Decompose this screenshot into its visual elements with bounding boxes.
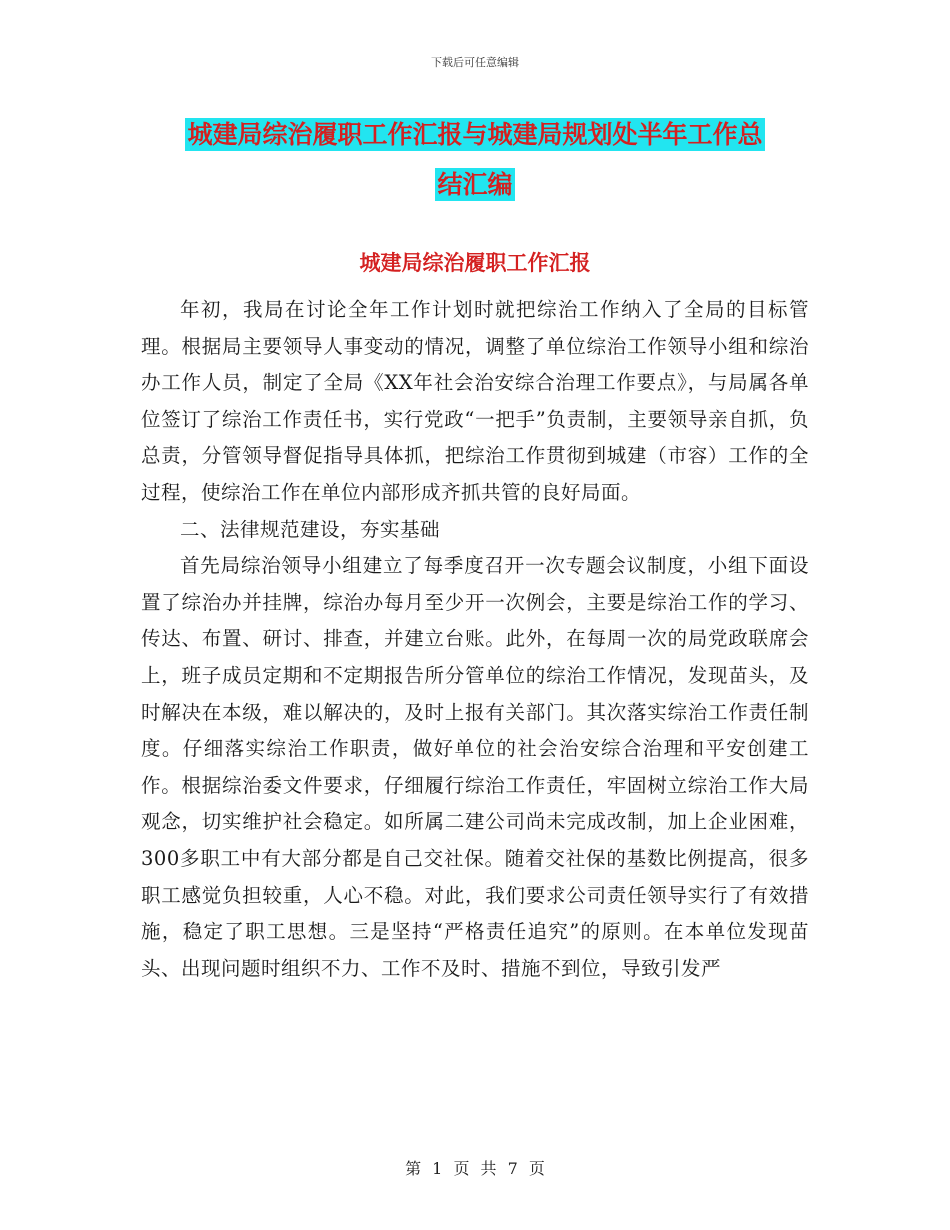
paragraph-heading-2: 二、法律规范建设，夯实基础 [180,517,441,541]
document-title-line-2: 结汇编 [437,170,513,199]
paragraph-measures: 首先局综治领导小组建立了每季度召开一次专题会议制度，小组下面设置了综治办并挂牌，综治办每月至少开一次例会，主要是综治工作的学习、传达、布置、研讨、排查，并建立台账。此外，在每周一次的局党政联席会上，班子成员定期和不定期报告所分管单位的综治工作情况，发现苗头，及时解决在本级，难以解决的，及时上报有关部门。其次落实综治工作责任制度。仔细落实综治工作职责，做好单位的社会治安综合治理和平安创建工作。根据综治委文件要求，仔细履行综治工作责任，牢固树立综治工作大局观念，切实维护社会稳定。如所属二建公司尚未完成改制，加上企业困难，300多职工中有大部分都是自己交社保。随着交社保的基数比例提高，很多职工感觉负担较重，人心不稳。对此，我们要求公司责任领导实行了有效措施，稳定了职工思想。三是坚持“严格责任追究”的原则。在本单位发现苗头、出现问题时组织不力、工作不及时、措施不到位，导致引发严 [141,554,809,980]
section-title: 城建局综治履职工作汇报 [359,251,591,275]
page-header-note: 下载后可任意编辑 [431,56,519,69]
page-number-footer: 第 1 页 共 7 页 [405,1159,545,1178]
document-body [141,292,809,987]
document-title-line-1: 城建局综治履职工作汇报与城建局规划处半年工作总 [187,120,763,149]
document-title [150,110,800,210]
paragraph-intro: 年初，我局在讨论全年工作计划时就把综治工作纳入了全局的目标管理。根据局主要领导人事变动的情况，调整了单位综治工作领导小组和综治办工作人员，制定了全局《XX年社会治安综合治理工作要点》，与局属各单位签订了综治工作责任书，实行党政“一把手”负责制，主要领导亲自抓，负总责，分管领导督促指导具体抓，把综治工作贯彻到城建（市容）工作的全过程，使综治工作在单位内部形成齐抓共管的良好局面。 [141,298,809,504]
